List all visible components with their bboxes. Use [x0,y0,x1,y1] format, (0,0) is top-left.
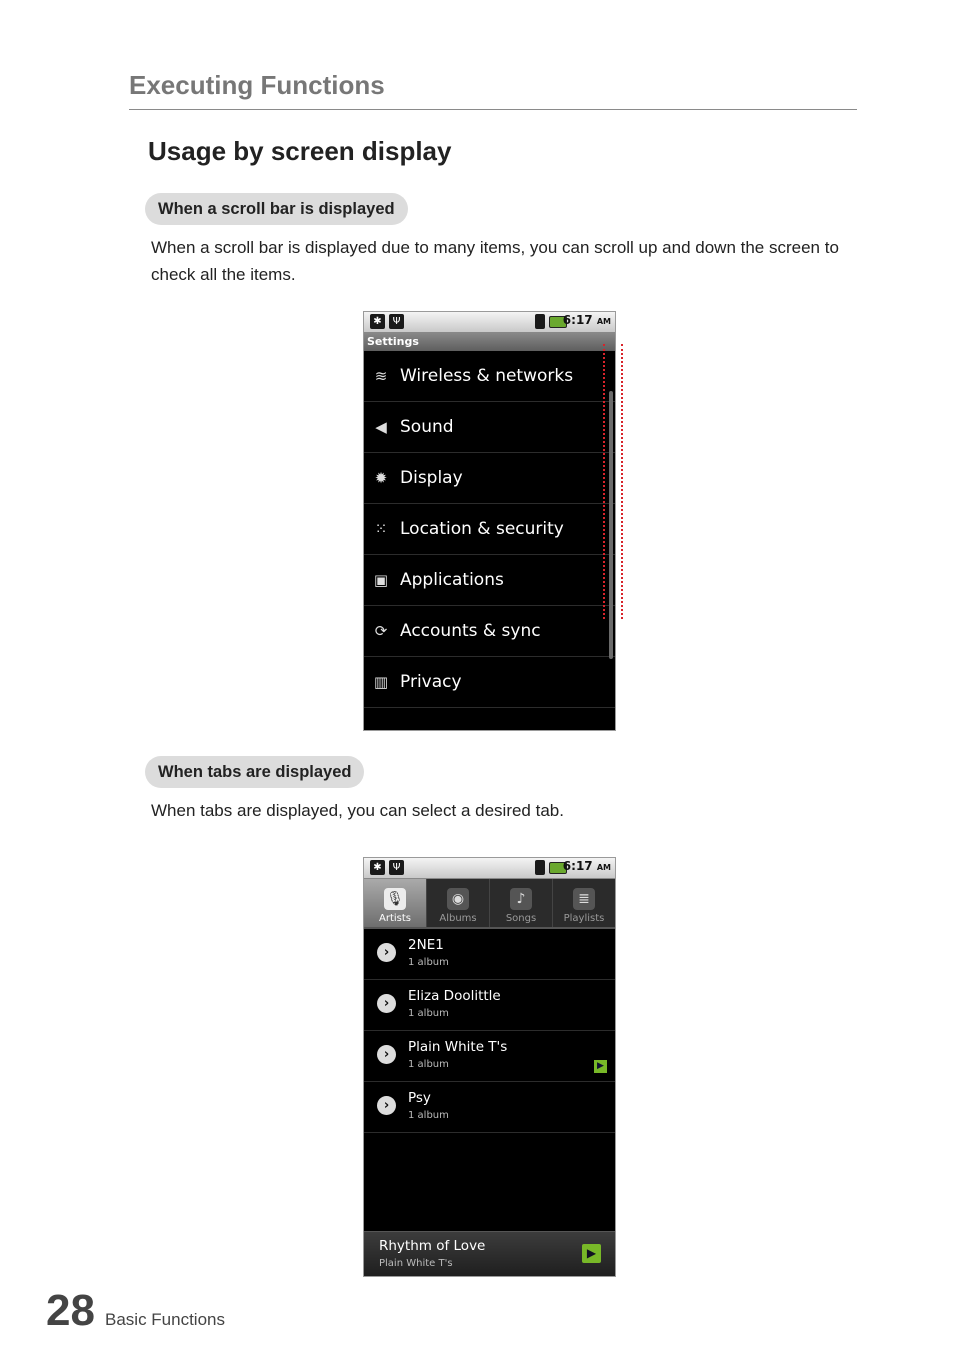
setting-label: Location & security [400,519,564,539]
setting-label: Applications [400,570,504,590]
artist-name: Plain White T's [408,1039,508,1055]
signal-icon [535,314,545,329]
artist-list [364,929,615,1133]
list-item[interactable] [364,980,615,1031]
settings-title: Settings [364,333,615,351]
setting-sound[interactable] [364,402,615,453]
artist-name: Eliza Doolittle [408,988,501,1004]
list-icon: ≣ [573,888,595,910]
artist-album-count: 1 album [408,1059,449,1070]
tabs-heading: When tabs are displayed [145,756,364,788]
tab-label: Artists [379,913,411,924]
setting-privacy[interactable] [364,657,615,708]
page-title: Usage by screen display [148,136,452,166]
list-item[interactable] [364,1082,615,1133]
applications-icon: ▣ [373,571,389,589]
footer-label: Basic Functions [105,1310,225,1329]
setting-wireless[interactable] [364,351,615,402]
chevron-right-icon[interactable]: › [377,1045,396,1064]
music-screenshot [363,857,616,1277]
tab-bar [364,879,615,929]
setting-label: Privacy [400,672,462,692]
privacy-icon: ▥ [373,673,389,691]
tab-albums[interactable] [427,879,490,927]
setting-label: Sound [400,417,454,437]
scroll-bar-heading: When a scroll bar is displayed [145,193,408,225]
tab-label: Playlists [563,913,605,924]
setting-label: Display [400,468,463,488]
play-icon[interactable]: ▶ [582,1244,601,1263]
setting-label: Accounts & sync [400,621,541,641]
tab-songs[interactable] [490,879,553,927]
tab-artists[interactable] [364,879,427,927]
tab-label: Songs [505,913,537,924]
grid-lock-icon: ⁙ [374,520,388,538]
usb-icon: Ψ [389,314,404,329]
music-note-icon: ♪ [510,888,532,910]
scrollbar-highlight [603,344,623,619]
tab-label: Albums [439,913,477,924]
status-time: 6:17 AM [562,859,611,873]
setting-display[interactable] [364,453,615,504]
status-bar [364,312,615,333]
now-playing-indicator-icon: ▶ [594,1060,607,1073]
android-debug-icon: ✱ [370,314,385,329]
section-header: Executing Functions [129,70,857,110]
chevron-right-icon[interactable]: › [377,1096,396,1115]
setting-applications[interactable] [364,555,615,606]
setting-label: Wireless & networks [400,366,574,386]
tab-playlists[interactable] [553,879,615,927]
artist-name: 2NE1 [408,937,444,953]
signal-icon [535,860,545,875]
list-item[interactable] [364,929,615,980]
scroll-bar-description: When a scroll bar is displayed due to many items, you can scroll up and down the screen to check all the items. [151,238,839,284]
now-playing-title: Rhythm of Love [379,1238,486,1254]
microphone-icon: 🎙 [384,888,406,910]
artist-album-count: 1 album [408,957,449,968]
list-item[interactable] [364,1031,615,1082]
album-icon: ◉ [447,888,469,910]
speaker-icon: ◀ [375,418,387,436]
setting-accounts-sync[interactable] [364,606,615,657]
artist-name: Psy [408,1090,431,1106]
wifi-icon: ≋ [374,367,388,385]
now-playing-bar[interactable] [364,1231,615,1276]
brightness-icon: ✹ [374,469,388,487]
usb-icon: Ψ [389,860,404,875]
chevron-right-icon[interactable]: › [377,943,396,962]
settings-list[interactable] [364,351,615,708]
artist-album-count: 1 album [408,1008,449,1019]
artist-album-count: 1 album [408,1110,449,1121]
settings-screenshot [363,311,616,731]
now-playing-artist: Plain White T's [379,1258,453,1269]
chevron-right-icon[interactable]: › [377,994,396,1013]
tabs-description: When tabs are displayed, you can select a desired tab. [151,801,564,820]
status-bar [364,858,615,879]
page-number: 28 [46,1286,95,1335]
status-time: 6:17 AM [562,313,611,327]
android-debug-icon: ✱ [370,860,385,875]
sync-icon: ⟳ [374,622,388,640]
setting-location-security[interactable] [364,504,615,555]
